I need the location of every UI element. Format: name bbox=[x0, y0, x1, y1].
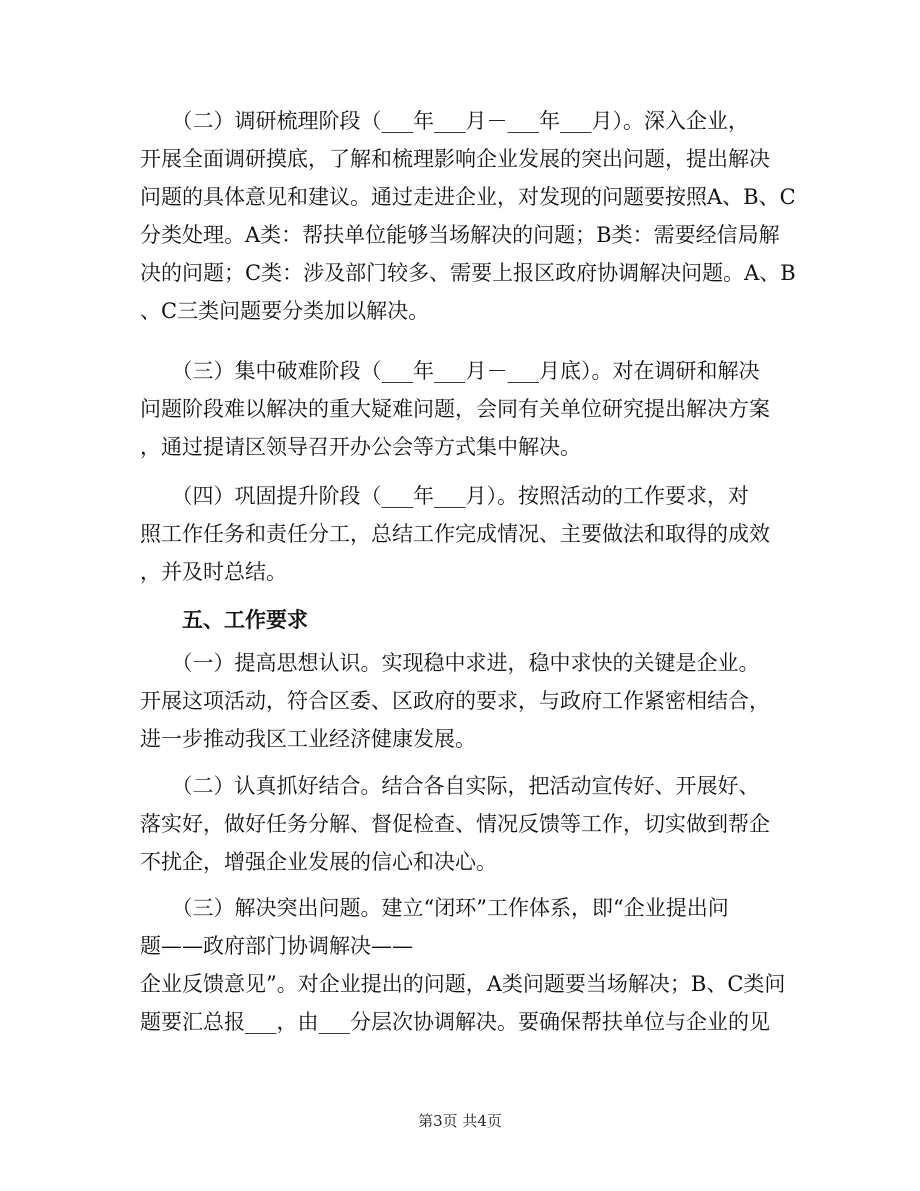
text-line: 、C三类问题要分类加以解决。 bbox=[140, 299, 430, 323]
paragraph-raise-awareness bbox=[140, 644, 780, 758]
text-line: 照工作任务和责任分工，总结工作完成情况、主要做法和取得的成效 bbox=[140, 522, 770, 546]
text-line: （二）调研梳理阶段（___年___月－___年___月）。深入企业， bbox=[140, 109, 749, 133]
page-number-footer: 第3页 共4页 bbox=[418, 1112, 502, 1130]
text-line: 题要汇总报___，由___分层次协调解决。要确保帮扶单位与企业的见 bbox=[140, 1010, 770, 1034]
section-heading-work-requirements bbox=[140, 601, 780, 639]
text-line: 分类处理。A类：帮扶单位能够当场解决的问题；B类：需要经信局解 bbox=[140, 223, 780, 247]
text-line: ，通过提请区领导召开办公会等方式集中解决。 bbox=[140, 435, 581, 459]
text-line: 决的问题；C类：涉及部门较多、需要上报区政府协调解决问题。A、B bbox=[140, 261, 796, 285]
text-line: （三）解决突出问题。建立“闭环”工作体系，即“企业提出问 bbox=[140, 896, 729, 920]
text-line: 不扰企，增强企业发展的信心和决心。 bbox=[140, 850, 497, 874]
heading-text: 五、工作要求 bbox=[140, 607, 308, 632]
text-line: （三）集中破难阶段（___年___月－___月底）。对在调研和解决 bbox=[140, 359, 760, 383]
text-line: 题——政府部门协调解决—— bbox=[140, 934, 413, 958]
text-line: 企业反馈意见”。对企业提出的问题，A类问题要当场解决；B、C类问 bbox=[140, 972, 786, 996]
text-line: 问题阶段难以解决的重大疑难问题，会同有关单位研究提出解决方案 bbox=[140, 397, 770, 421]
paragraph-consolidation-stage bbox=[140, 477, 780, 591]
paragraph-solve-problems bbox=[140, 889, 786, 1041]
text-line: 进一步推动我区工业经济健康发展。 bbox=[140, 727, 476, 751]
text-line: （四）巩固提升阶段（___年___月）。按照活动的工作要求，对 bbox=[140, 484, 749, 508]
text-line: 问题的具体意见和建议。通过走进企业，对发现的问题要按照A、B、C bbox=[140, 185, 796, 209]
text-line: （一）提高思想认识。实现稳中求进，稳中求快的关键是企业。 bbox=[140, 651, 760, 675]
text-line: 开展全面调研摸底，了解和梳理影响企业发展的突出问题，提出解决 bbox=[140, 147, 770, 171]
paragraph-research-stage bbox=[140, 102, 796, 330]
text-line: 开展这项活动，符合区委、区政府的要求，与政府工作紧密相结合， bbox=[140, 689, 770, 713]
paragraph-combine-well bbox=[140, 767, 780, 881]
text-line: 落实好，做好任务分解、督促检查、情况反馈等工作，切实做到帮企 bbox=[140, 812, 770, 836]
paragraph-breakthrough-stage bbox=[140, 352, 780, 466]
text-line: ，并及时总结。 bbox=[140, 560, 287, 584]
text-line: （二）认真抓好结合。结合各自实际，把活动宣传好、开展好、 bbox=[140, 774, 760, 798]
